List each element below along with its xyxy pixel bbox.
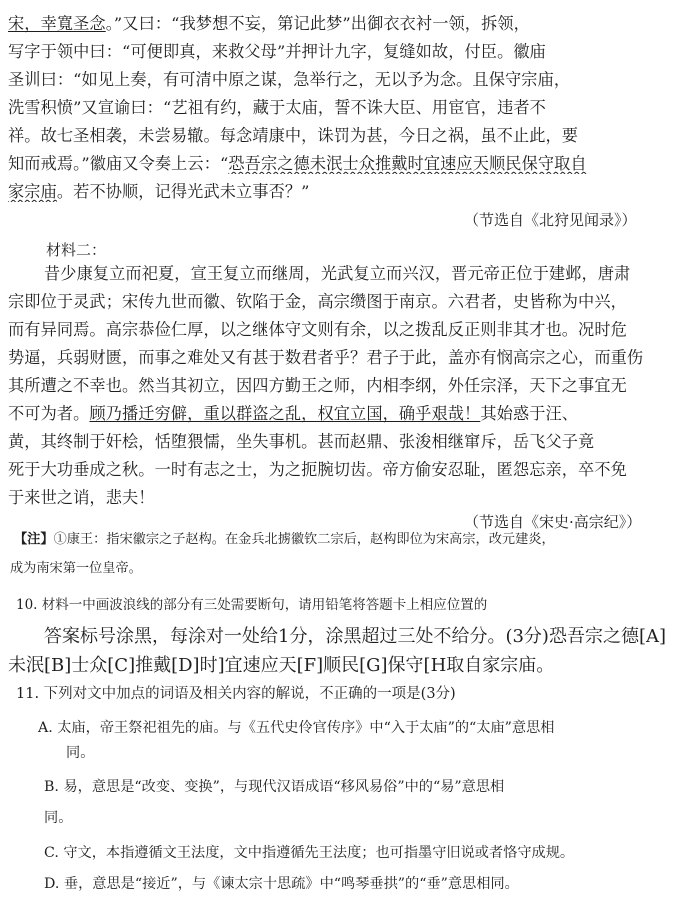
passage2-line6-start: 不可为者。 (8, 404, 90, 423)
passage1-line2: 写字于领中曰：“可便即真，来救父母”并押计九字，复缝如故，付臣。徽庙 (8, 42, 546, 61)
passage2-line6-end: 其始惑于汪、 (480, 404, 579, 423)
passage1-line7 (8, 182, 688, 202)
q10-question: 10. 材料一中画波浪线的部分有三处需要断句，请用铅笔将答题卡上相应位置的 (16, 597, 488, 613)
note-label: 【注】 (14, 532, 54, 547)
passage1-line1-underlined: 宋，幸寬圣念 (8, 14, 106, 33)
passage2-line8: 死于大功垂成之秋。一时有志之士，为之扼腕切齿。帝方偷安忍耻，匿怨忘亲，卒不免 (8, 460, 627, 479)
passage1-wavy-underline: 恐吾宗之德未泯士众推戴时宜速应天顺民保守取自 (228, 154, 587, 173)
passage2-heading: 材料二： (46, 241, 107, 259)
q10-answer-line2: 未泯[B]士众[C]推戴[D]时]宜速应天[F]顺民[G]保守[H取自家宗庙。 (8, 655, 555, 676)
passage1-line3: 圣训曰：“如见上奏，有可清中原之谋，急举行之，无以予为念。且保守宗庙， (8, 70, 571, 89)
passage1-line7-rest: 。若不协顺，记得光武未立事否？” (56, 182, 310, 201)
passage2-source: （节选自《宋史·高宗纪》） (464, 513, 642, 531)
q10-answer-line1: 答案标号涂黑，每涂对一处给1分，涂黑超过三处不给分。(3分)恐吾宗之德[A] (44, 626, 666, 647)
passage2-line2: 宗即位于灵武；宋传九世而徽、钦陷于金，高宗缵图于南京。六君者，史皆称为中兴， (8, 292, 627, 311)
passage1-line6 (8, 154, 688, 174)
passage2-line4: 势逼，兵弱财匮，而事之难处又有甚于数君者乎？君子于此，盖亦有悯高宗之心，而重伤 (8, 348, 644, 367)
passage1-line4: 洗雪积愤”又宣谕曰：“艺祖有约，藏于太庙，誓不诛大臣、用宦官，违者不 (8, 98, 546, 117)
note-line1 (14, 530, 555, 550)
passage1-line6-text: 知而戒焉。”徽庙又令奏上云：“ (8, 154, 229, 173)
q11-option-c: C. 守文，本指遵循文王法度，文中指遵循先王法度；也可指墨守旧说或者恪守成规。 (44, 845, 575, 861)
passage2-line3: 而有异同焉。高宗恭俭仁厚，以之继体守文则有余，以之拨乱反正则非其才也。况时危 (8, 320, 627, 339)
q11-question: 11. 下列对文中加点的词语及相关内容的解说，不正确的一项是(3分) (16, 686, 456, 702)
passage2-underlined-sentence: 顾乃播迁穷僻，重以群盗之乱，权宜立国，确乎艰哉！ (89, 404, 481, 423)
passage1-source: （节选自《北狩见闻录》） (464, 211, 637, 229)
passage1-line1 (8, 14, 688, 34)
passage2-line9: 于来世之诮，悲夫！ (8, 488, 155, 507)
passage1-wavy-underline-end: 家宗庙 (8, 182, 57, 201)
q11-option-b-line2: 同。 (44, 810, 73, 826)
note-text1: ①康王：指宋徽宗之子赵构。在金兵北掳徽钦二宗后，赵构即位为宋高宗，改元建炎， (53, 532, 555, 547)
q11-option-a-line2: 同。 (66, 745, 95, 761)
q11-option-d: D. 垂，意思是“接近”，与《谏太宗十思疏》中“鸣琴垂拱”的“垂”意思相同。 (44, 876, 519, 892)
q11-option-b-line1: B. 易，意思是“改变、变换”，与现代汉语成语“移风易俗”中的“易”意思相 (44, 779, 505, 795)
passage1-line5: 祥。故七圣相袭，未尝易辙。每念靖康中，诛罚为甚，今日之祸，虽不止此，要 (8, 126, 579, 145)
passage2-line7: 黄，其终制于奸桧，恬堕猥懦，坐失事机。甚而赵鼎、张浚相继窜斥，岳飞父子竟 (8, 432, 595, 451)
passage2-line5: 其所遭之不幸也。然当其初立，因四方勤王之师，内相李纲，外任宗泽，天下之事宜无 (8, 376, 627, 395)
note-line2: 成为南宋第一位皇帝。 (10, 561, 142, 576)
passage2-line1: 昔少康复立而祀夏，宣王复立而继周，光武复立而兴汉，晋元帝正位于建邺，唐肃 (44, 264, 631, 283)
passage2-line6 (8, 404, 688, 424)
q11-option-a-line1: A. 太庙，帝王祭祀祖先的庙。与《五代史伶官传序》中“入于太庙”的“太庙”意思相 (38, 720, 555, 736)
passage1-line1-rest: 。”又曰：“我梦想不妄，第记此梦”出御衣衣衬一领，拆领， (105, 14, 530, 33)
